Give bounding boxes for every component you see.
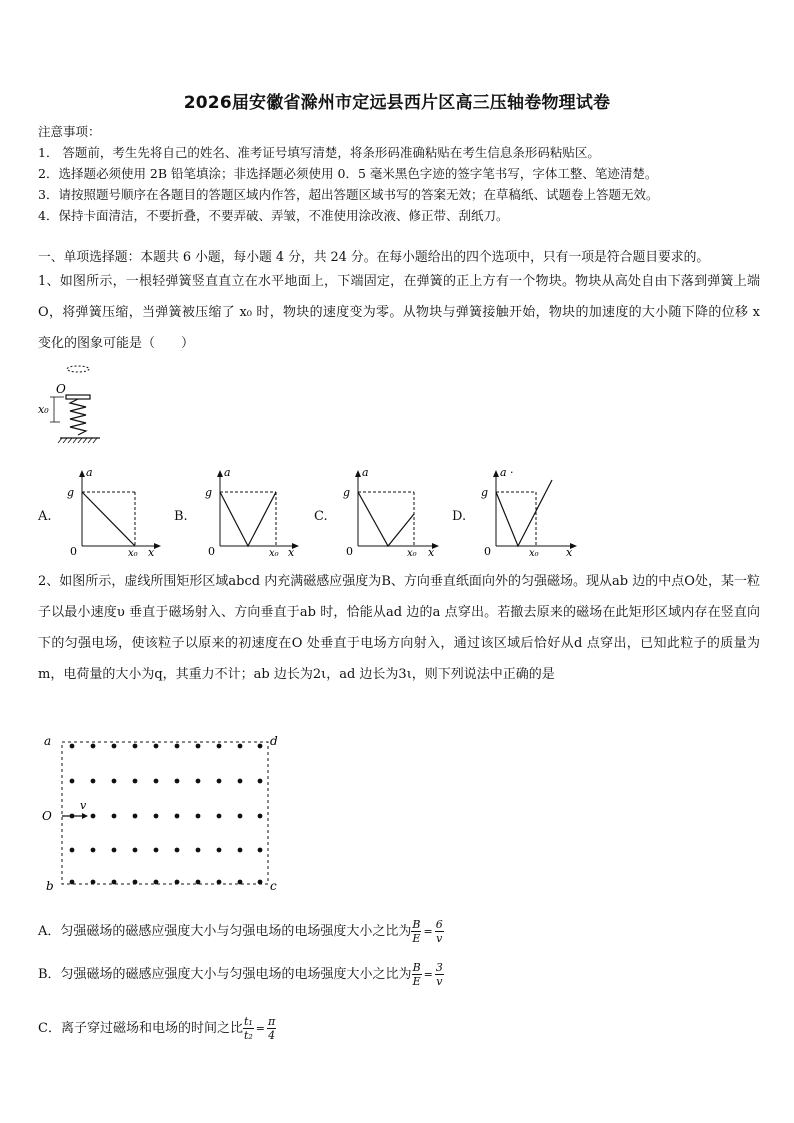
- svg-text:a: a: [224, 466, 231, 479]
- field-dot: [112, 779, 117, 784]
- spring-figure: [36, 360, 106, 445]
- spring-o-label: O: [56, 382, 66, 396]
- svg-text:x: x: [566, 546, 573, 558]
- field-dot: [258, 848, 263, 853]
- field-dot: [154, 880, 159, 885]
- svg-text:g: g: [481, 486, 489, 499]
- field-dot: [70, 880, 75, 885]
- notice-heading: 注意事项：: [38, 124, 101, 139]
- option-a: A．匀强磁场的磁感应强度大小与匀强电场的电场强度大小之比为 $\frac{B}{E}$ = $\frac{6}{v}$: [38, 918, 443, 945]
- field-dot: [70, 848, 75, 853]
- spring-x0-label: x₀: [38, 403, 49, 416]
- field-dot: [258, 744, 263, 749]
- field-dot: [238, 814, 243, 819]
- field-dot: [217, 814, 222, 819]
- field-dot: [133, 848, 138, 853]
- option-d-label: D.: [452, 509, 467, 524]
- field-dot: [175, 814, 180, 819]
- svg-text:x₀: x₀: [128, 548, 138, 558]
- question-2-text: 2、如图所示，虚线所围矩形区域abcd 内充满磁感应强度为B、方向垂直纸面向外的匀强磁场。现从ab 边的中点O处，某一粒子以最小速度υ 垂直于磁场射入、方向垂直于ab 时，恰能从ad 边的a 点穿出。若撤去原来的磁场在此矩形区域内存在竖直向下的匀强电场，使该粒子以原来的初速度在O 处垂直于电场方向射入，通过该区域后恰好从d 点穿出，已知此粒子的质量为m，电荷量的大小为q，其重力不计；ab 边长为2ι，ad 边长为3ι，则下列说法中正确的是: [38, 574, 760, 682]
- svg-text:a: a: [362, 466, 369, 479]
- graph-b: [200, 466, 300, 558]
- field-dot: [91, 848, 96, 853]
- field-dot: [154, 814, 159, 819]
- field-dot: [112, 744, 117, 749]
- svg-text:0: 0: [70, 545, 77, 558]
- field-dot: [154, 848, 159, 853]
- corner-d-label: d: [270, 734, 278, 748]
- notice-item: 2．选择题必须使用 2B 铅笔填涂；非选择题必须使用 0．5 毫米黑色字迹的签字笔书写，字体工整、笔迹清楚。: [38, 166, 658, 181]
- field-dot: [175, 744, 180, 749]
- svg-text:g: g: [343, 486, 351, 499]
- svg-text:g: g: [67, 486, 75, 499]
- field-dot: [91, 814, 96, 819]
- field-dot: [91, 880, 96, 885]
- svg-text:g: g: [205, 486, 213, 499]
- svg-text:0: 0: [208, 545, 215, 558]
- origin-o-label: O: [42, 809, 52, 823]
- graph-a: [62, 466, 162, 558]
- option-b-label: B.: [174, 509, 188, 524]
- field-dot: [238, 848, 243, 853]
- field-dot: [196, 880, 201, 885]
- field-dot: [133, 880, 138, 885]
- graph-c: [338, 466, 442, 558]
- field-dot: [238, 880, 243, 885]
- option-a-label: A.: [38, 509, 52, 524]
- option-c: C．离子穿过磁场和电场的时间之比 $\frac{\text{t₁}}{\text{t₂}}$ = $\frac{\pi}{4}$: [38, 1015, 276, 1042]
- field-dot: [258, 880, 263, 885]
- field-dot: [70, 744, 75, 749]
- field-dot: [112, 880, 117, 885]
- notice-item: 4．保持卡面清洁，不要折叠，不要弄破、弄皱，不准使用涂改液、修正带、刮纸刀。: [38, 208, 509, 223]
- svg-text:x₀: x₀: [407, 548, 417, 558]
- field-dot: [217, 880, 222, 885]
- field-dot: [258, 814, 263, 819]
- field-dot: [196, 848, 201, 853]
- svg-text:x: x: [428, 546, 435, 558]
- field-dot: [175, 880, 180, 885]
- svg-text:x₀: x₀: [529, 548, 539, 558]
- svg-text:a: a: [86, 466, 93, 479]
- section-heading: 一、单项选择题：本题共 6 小题，每小题 4 分，共 24 分。在每小题给出的四个选项中，只有一项是符合题目要求的。: [38, 250, 710, 265]
- field-dot: [133, 779, 138, 784]
- velocity-v-label: v: [80, 799, 87, 812]
- field-dot: [196, 814, 201, 819]
- field-dot: [217, 848, 222, 853]
- svg-text:0: 0: [484, 545, 491, 558]
- option-c-label: C.: [314, 509, 328, 524]
- field-dot: [112, 848, 117, 853]
- svg-text:x: x: [288, 546, 295, 558]
- field-dot: [70, 779, 75, 784]
- field-dot: [91, 779, 96, 784]
- corner-a-label: a: [44, 734, 52, 748]
- graph-d: [476, 466, 580, 558]
- notice-item: 1． 答题前，考生先将自己的姓名、准考证号填写清楚，将条形码准确粘贴在考生信息条形码粘贴区。: [38, 145, 600, 160]
- field-dot: [154, 779, 159, 784]
- page-title: 2026届安徽省滁州市定远县西片区高三压轴卷物理试卷: [183, 93, 611, 113]
- field-dot: [112, 814, 117, 819]
- option-b: B．匀强磁场的磁感应强度大小与匀强电场的电场强度大小之比为 $\frac{B}{E}$ = $\frac{3}{v}$: [38, 961, 443, 988]
- corner-c-label: c: [270, 879, 277, 893]
- field-dot: [217, 744, 222, 749]
- svg-text:x₀: x₀: [269, 548, 279, 558]
- svg-text:0: 0: [346, 545, 353, 558]
- corner-b-label: b: [46, 879, 54, 893]
- field-dot: [238, 779, 243, 784]
- field-dot: [133, 814, 138, 819]
- field-dot: [196, 779, 201, 784]
- field-dot: [154, 744, 159, 749]
- field-dot: [217, 779, 222, 784]
- svg-text:x: x: [148, 546, 155, 558]
- field-dot: [196, 744, 201, 749]
- field-dot: [91, 744, 96, 749]
- field-dot: [258, 779, 263, 784]
- field-dot: [238, 744, 243, 749]
- question-1-text: 1、如图所示，一根轻弹簧竖直直立在水平地面上，下端固定，在弹簧的正上方有一个物块。物块从高处自由下落到弹簧上端 O，将弹簧压缩，当弹簧被压缩了 x₀ 时，物块的速度变为零。从物块与弹簧接触开始，物块的加速度的大小随下降的位移 x 变化的图象可能是（ ）: [38, 274, 760, 351]
- field-dot: [175, 848, 180, 853]
- svg-text:a ·: a ·: [500, 466, 514, 479]
- notice-item: 3．请按照题号顺序在各题目的答题区域内作答，超出答题区域书写的答案无效；在草稿纸、试题卷上答题无效。: [38, 187, 659, 202]
- field-dot: [175, 779, 180, 784]
- field-figure: [38, 732, 288, 894]
- field-dot: [133, 744, 138, 749]
